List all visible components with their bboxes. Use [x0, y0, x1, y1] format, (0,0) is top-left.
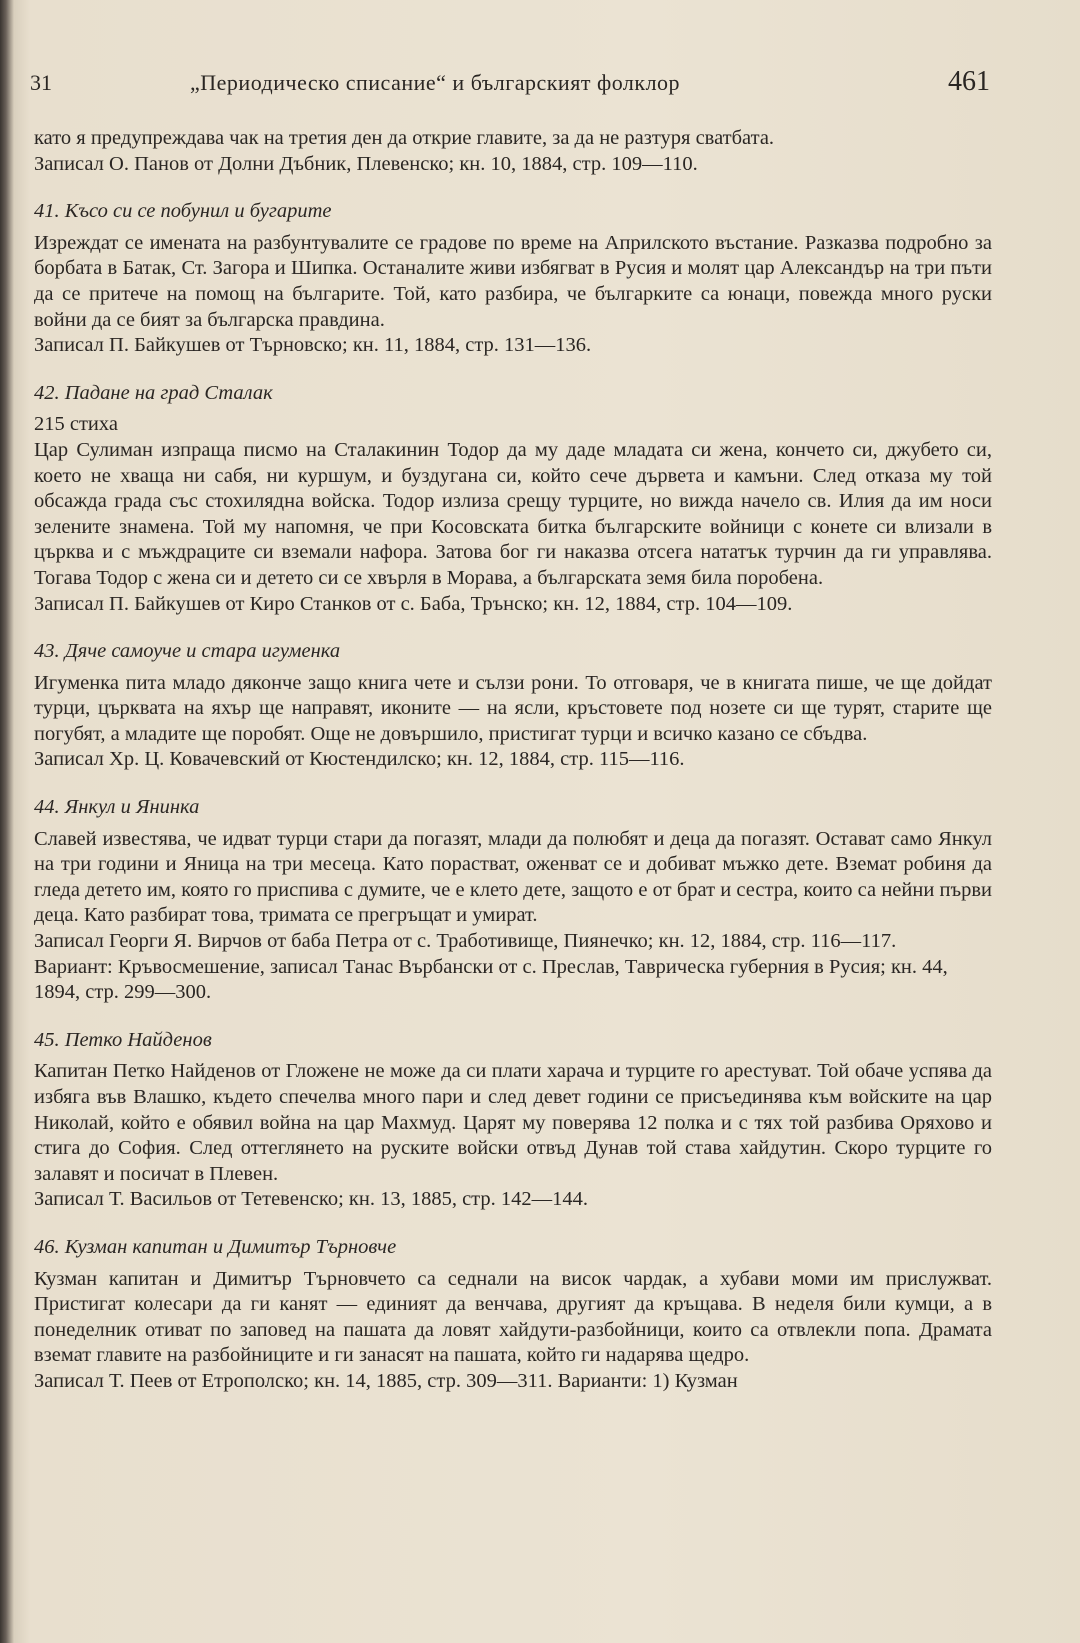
entry-variant-note: Вариант: Кръвосмешение, записал Танас Върбански от с. Преслав, Таврическа губерния в Русия; кн. 44, 1894, стр. 299—300.	[34, 955, 948, 1004]
entry-summary: Славей известява, че идват турци стари да погазят, млади да полюбят и деца да погазят. Остават само Янкул на три години и Яница на три месеца. Като порастват, оженват се и добиват мъжко дете. Вземат робиня да гледа детето им, която го приспива с думите, че е клето дете, защото е от брат и сестра, които са нейни първи деца. Като разбират това, тримата се прегръщат и умират.	[34, 827, 992, 927]
running-header	[30, 66, 990, 106]
entry-43	[34, 639, 992, 773]
entry-41	[34, 199, 992, 359]
entry-source-note: Записал Георги Я. Вирчов от баба Петра от с. Тработивище, Пиянечко; кн. 12, 1884, стр. 116—117.	[34, 930, 897, 953]
entry-heading: 41. Късо си се побунил и бугарите	[34, 200, 332, 223]
entry-summary: Цар Сулиман изпраща писмо на Сталакинин Тодор да му даде младата си жена, кончето си, джубето си, което не хваща ни сабя, ни куршум, и буздугана си, който сече дървета и камъни. След отказа му той обсажда града със стохилядна войска. Тодор излиза срещу турците, но вижда начело св. Илия да им носи зелените знамена. Той му напомня, че при Косовската битка българските войници с конете си влизали в църква и с мъждраците си вземали нафора. Затова бог ги наказва отсега нататък турчин да ги управлява. Тогава Тодор с жена си и детето си се хвърля в Морава, а българската земя била поробена.	[34, 438, 992, 589]
entry-heading: 45. Петко Найденов	[34, 1028, 212, 1051]
entry-source-note: Записал П. Байкушев от Търновско; кн. 11, 1884, стр. 131—136.	[34, 334, 592, 357]
entry-source-note: Записал Хр. Ц. Ковачевский от Кюстендилско; кн. 12, 1884, стр. 115—116.	[34, 748, 685, 771]
entry-source-note: Записал Т. Васильов от Тетевенско; кн. 13, 1885, стр. 142—144.	[34, 1188, 589, 1211]
entry-summary: Капитан Петко Найденов от Гложене не може да си плати харача и турците го арестуват. Той обаче успява да избяга във Влашко, където спечелва много пари и след девет години се присъединява към войските на цар Николай, който е обявил война на цар Махмуд. Царят му поверява 12 полка и с тях той разбива Оряхово и стига до София. След оттеглянето на руските войски отвъд Дунав той става хайдутин. Скоро турците го залавят и посичат в Плевен.	[34, 1060, 992, 1185]
entry-heading: 46. Кузман капитан и Димитър Търновче	[34, 1235, 397, 1258]
entry-summary: Игуменка пита младо дяконче защо книга чете и сълзи рони. То отговаря, че в книгата пише, че ще дойдат турци, църквата на яхър ще направят, иконите — на ясли, кръстовете под нозете си ще турят, старите ще погубят, а младите ще поробят. Още не довършило, пристигат турци и всичко казано се сбъдва.	[34, 671, 992, 745]
running-title: „Периодическо списание“ и българският фолклор	[190, 70, 681, 95]
intro-text: като я предупреждава чак на третия ден да открие главите, за да не разтуря сватбата.	[34, 127, 775, 149]
page-content	[34, 126, 992, 1395]
entry-source-note: Записал П. Байкушев от Киро Станков от с. Баба, Трънско; кн. 12, 1884, стр. 104—109.	[34, 592, 793, 615]
entry-summary: Изреждат се имената на разбунтувалите се градове по време на Априлското въстание. Разказва подробно за борбата в Батак, Ст. Загора и Шипка. Останалите живи избягват в Русия и молят цар Александър на три пъти да се притече на помощ на българите. Той, като разбира, че българките са юнаци, повежда много руски войни да се бият за българска правдина.	[34, 231, 992, 331]
entry-source-note: Записал Т. Пеев от Етрополско; кн. 14, 1885, стр. 309—311. Варианти: 1) Кузман	[34, 1369, 738, 1392]
entry-heading: 43. Дяче самоуче и стара игуменка	[34, 640, 341, 663]
entry-42	[34, 381, 992, 617]
entry-heading: 42. Падане на град Сталак	[34, 381, 273, 404]
intro-block	[34, 126, 992, 177]
entry-summary: Кузман капитан и Димитър Търновчето са седнали на висок чардак, а хубави моми им прислужват. Пристигат колесари да ги канят — единият да венчава, другият да кръщава. В неделя били кумци, а в понеделник отиват по заповед на пашата да ловят хайдути-разбойници, които са отвлекли попа. Драмата вземат главите на разбойниците и ги занасят на пашата, който ги надарява щедро.	[34, 1267, 992, 1367]
entry-verse-count: 215 стиха	[34, 413, 118, 436]
intro-source-note: Записал О. Панов от Долни Дъбник, Плевенско; кн. 10, 1884, стр. 109—110.	[34, 152, 698, 175]
entry-45	[34, 1028, 992, 1213]
page-number-right: 461	[948, 66, 990, 97]
entry-heading: 44. Янкул и Янинка	[34, 796, 200, 819]
page-number-left: 31	[30, 70, 52, 95]
entry-44	[34, 795, 992, 1006]
entry-46	[34, 1235, 992, 1395]
